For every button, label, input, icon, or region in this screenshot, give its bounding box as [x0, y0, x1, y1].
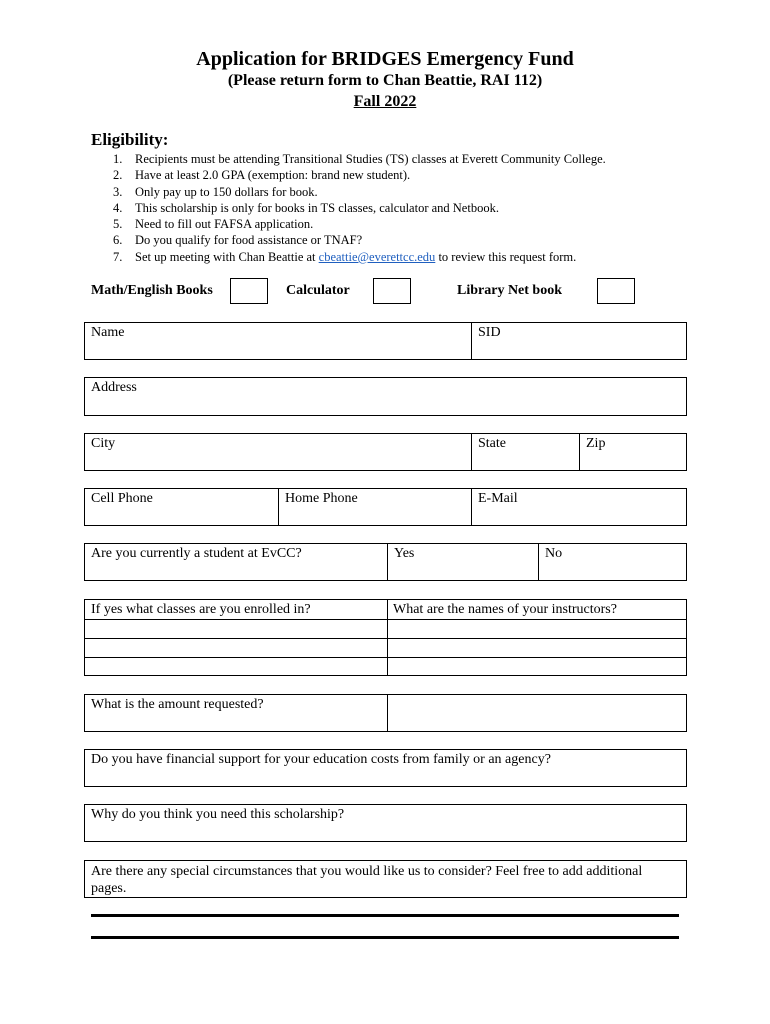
no-option[interactable]	[538, 544, 686, 580]
special-circumstances-field[interactable]	[85, 861, 686, 897]
financial-support-label: Do you have financial support for your education costs from family or an agency?	[91, 752, 551, 767]
email-link[interactable]: cbeattie@everettcc.edu	[318, 249, 436, 264]
eligibility-item: 6. Do you qualify for food assistance or TNAF?	[113, 233, 363, 248]
form-term: Fall 2022	[353, 93, 417, 110]
eligibility-heading: Eligibility:	[91, 130, 169, 149]
eligibility-list	[113, 151, 606, 265]
amount-row	[84, 694, 687, 732]
eligibility-item: 1. Recipients must be attending Transitional Studies (TS) classes at Everett Community College.	[113, 152, 606, 166]
classes-enrolled-label: If yes what classes are you enrolled in?	[91, 602, 311, 617]
why-need-field[interactable]	[85, 805, 686, 841]
email-label: E-Mail	[478, 491, 518, 506]
library-netbook-label: Library Net book	[457, 283, 562, 298]
city-label: City	[91, 436, 116, 451]
write-in-line[interactable]	[91, 914, 679, 917]
name-label: Name	[91, 325, 125, 340]
yes-label: Yes	[394, 546, 415, 561]
state-label: State	[478, 436, 506, 451]
current-student-question: Are you currently a student at EvCC?	[91, 546, 302, 561]
why-need-row	[84, 804, 687, 842]
write-in-line[interactable]	[91, 936, 679, 939]
form-subtitle: (Please return form to Chan Beattie, RAI 112)	[227, 72, 543, 89]
zip-field[interactable]	[579, 434, 686, 470]
email-field[interactable]	[471, 489, 686, 525]
math-english-books-checkbox[interactable]	[230, 278, 268, 304]
eligibility-item: 7. Set up meeting with Chan Beattie at cbeattie@everettcc.edu to review this request form.	[113, 249, 577, 264]
current-student-row	[84, 543, 687, 581]
form-title: Application for BRIDGES Emergency Fund	[196, 48, 574, 70]
address-field[interactable]	[85, 378, 686, 415]
address-row	[84, 377, 687, 416]
eligibility-item: 4. This scholarship is only for books in TS classes, calculator and Netbook.	[113, 200, 499, 215]
home-phone-field[interactable]	[278, 489, 471, 525]
name-field[interactable]	[85, 323, 471, 359]
class-input[interactable]	[85, 657, 387, 675]
name-sid-row	[84, 322, 687, 360]
class-input[interactable]	[85, 638, 387, 657]
why-need-label: Why do you think you need this scholarship?	[91, 807, 345, 822]
eligibility-item: 5. Need to fill out FAFSA application.	[113, 217, 314, 232]
calculator-label: Calculator	[286, 283, 350, 298]
amount-requested-input[interactable]	[387, 695, 686, 731]
eligibility-item: 2. Have at least 2.0 GPA (exemption: brand new student).	[113, 168, 411, 183]
library-netbook-checkbox[interactable]	[597, 278, 635, 304]
contact-row	[84, 488, 687, 526]
cell-phone-field[interactable]	[85, 489, 278, 525]
math-english-books-label: Math/English Books	[91, 283, 213, 298]
sid-field[interactable]	[471, 323, 686, 359]
instructor-input[interactable]	[387, 638, 686, 657]
yes-option[interactable]	[387, 544, 538, 580]
address-label: Address	[91, 380, 137, 395]
special-circumstances-label: Are there any special circumstances that you would like us to consider? Feel free to add additional pages.	[91, 864, 643, 896]
sid-label: SID	[478, 325, 501, 340]
cell-phone-label: Cell Phone	[91, 491, 153, 506]
special-circumstances-row	[84, 860, 687, 898]
state-field[interactable]	[471, 434, 579, 470]
city-field[interactable]	[85, 434, 471, 470]
class-input[interactable]	[85, 619, 387, 638]
financial-support-field[interactable]	[85, 750, 686, 786]
instructor-input[interactable]	[387, 619, 686, 638]
instructors-label: What are the names of your instructors?	[393, 602, 617, 617]
calculator-checkbox[interactable]	[373, 278, 411, 304]
city-state-zip-row	[84, 433, 687, 471]
amount-requested-question: What is the amount requested?	[91, 697, 264, 712]
classes-instructors-table	[84, 599, 687, 676]
home-phone-label: Home Phone	[285, 491, 358, 506]
zip-label: Zip	[586, 436, 606, 451]
instructor-input[interactable]	[387, 657, 686, 675]
financial-support-row	[84, 749, 687, 787]
no-label: No	[545, 546, 563, 561]
eligibility-item: 3. Only pay up to 150 dollars for book.	[113, 184, 318, 199]
